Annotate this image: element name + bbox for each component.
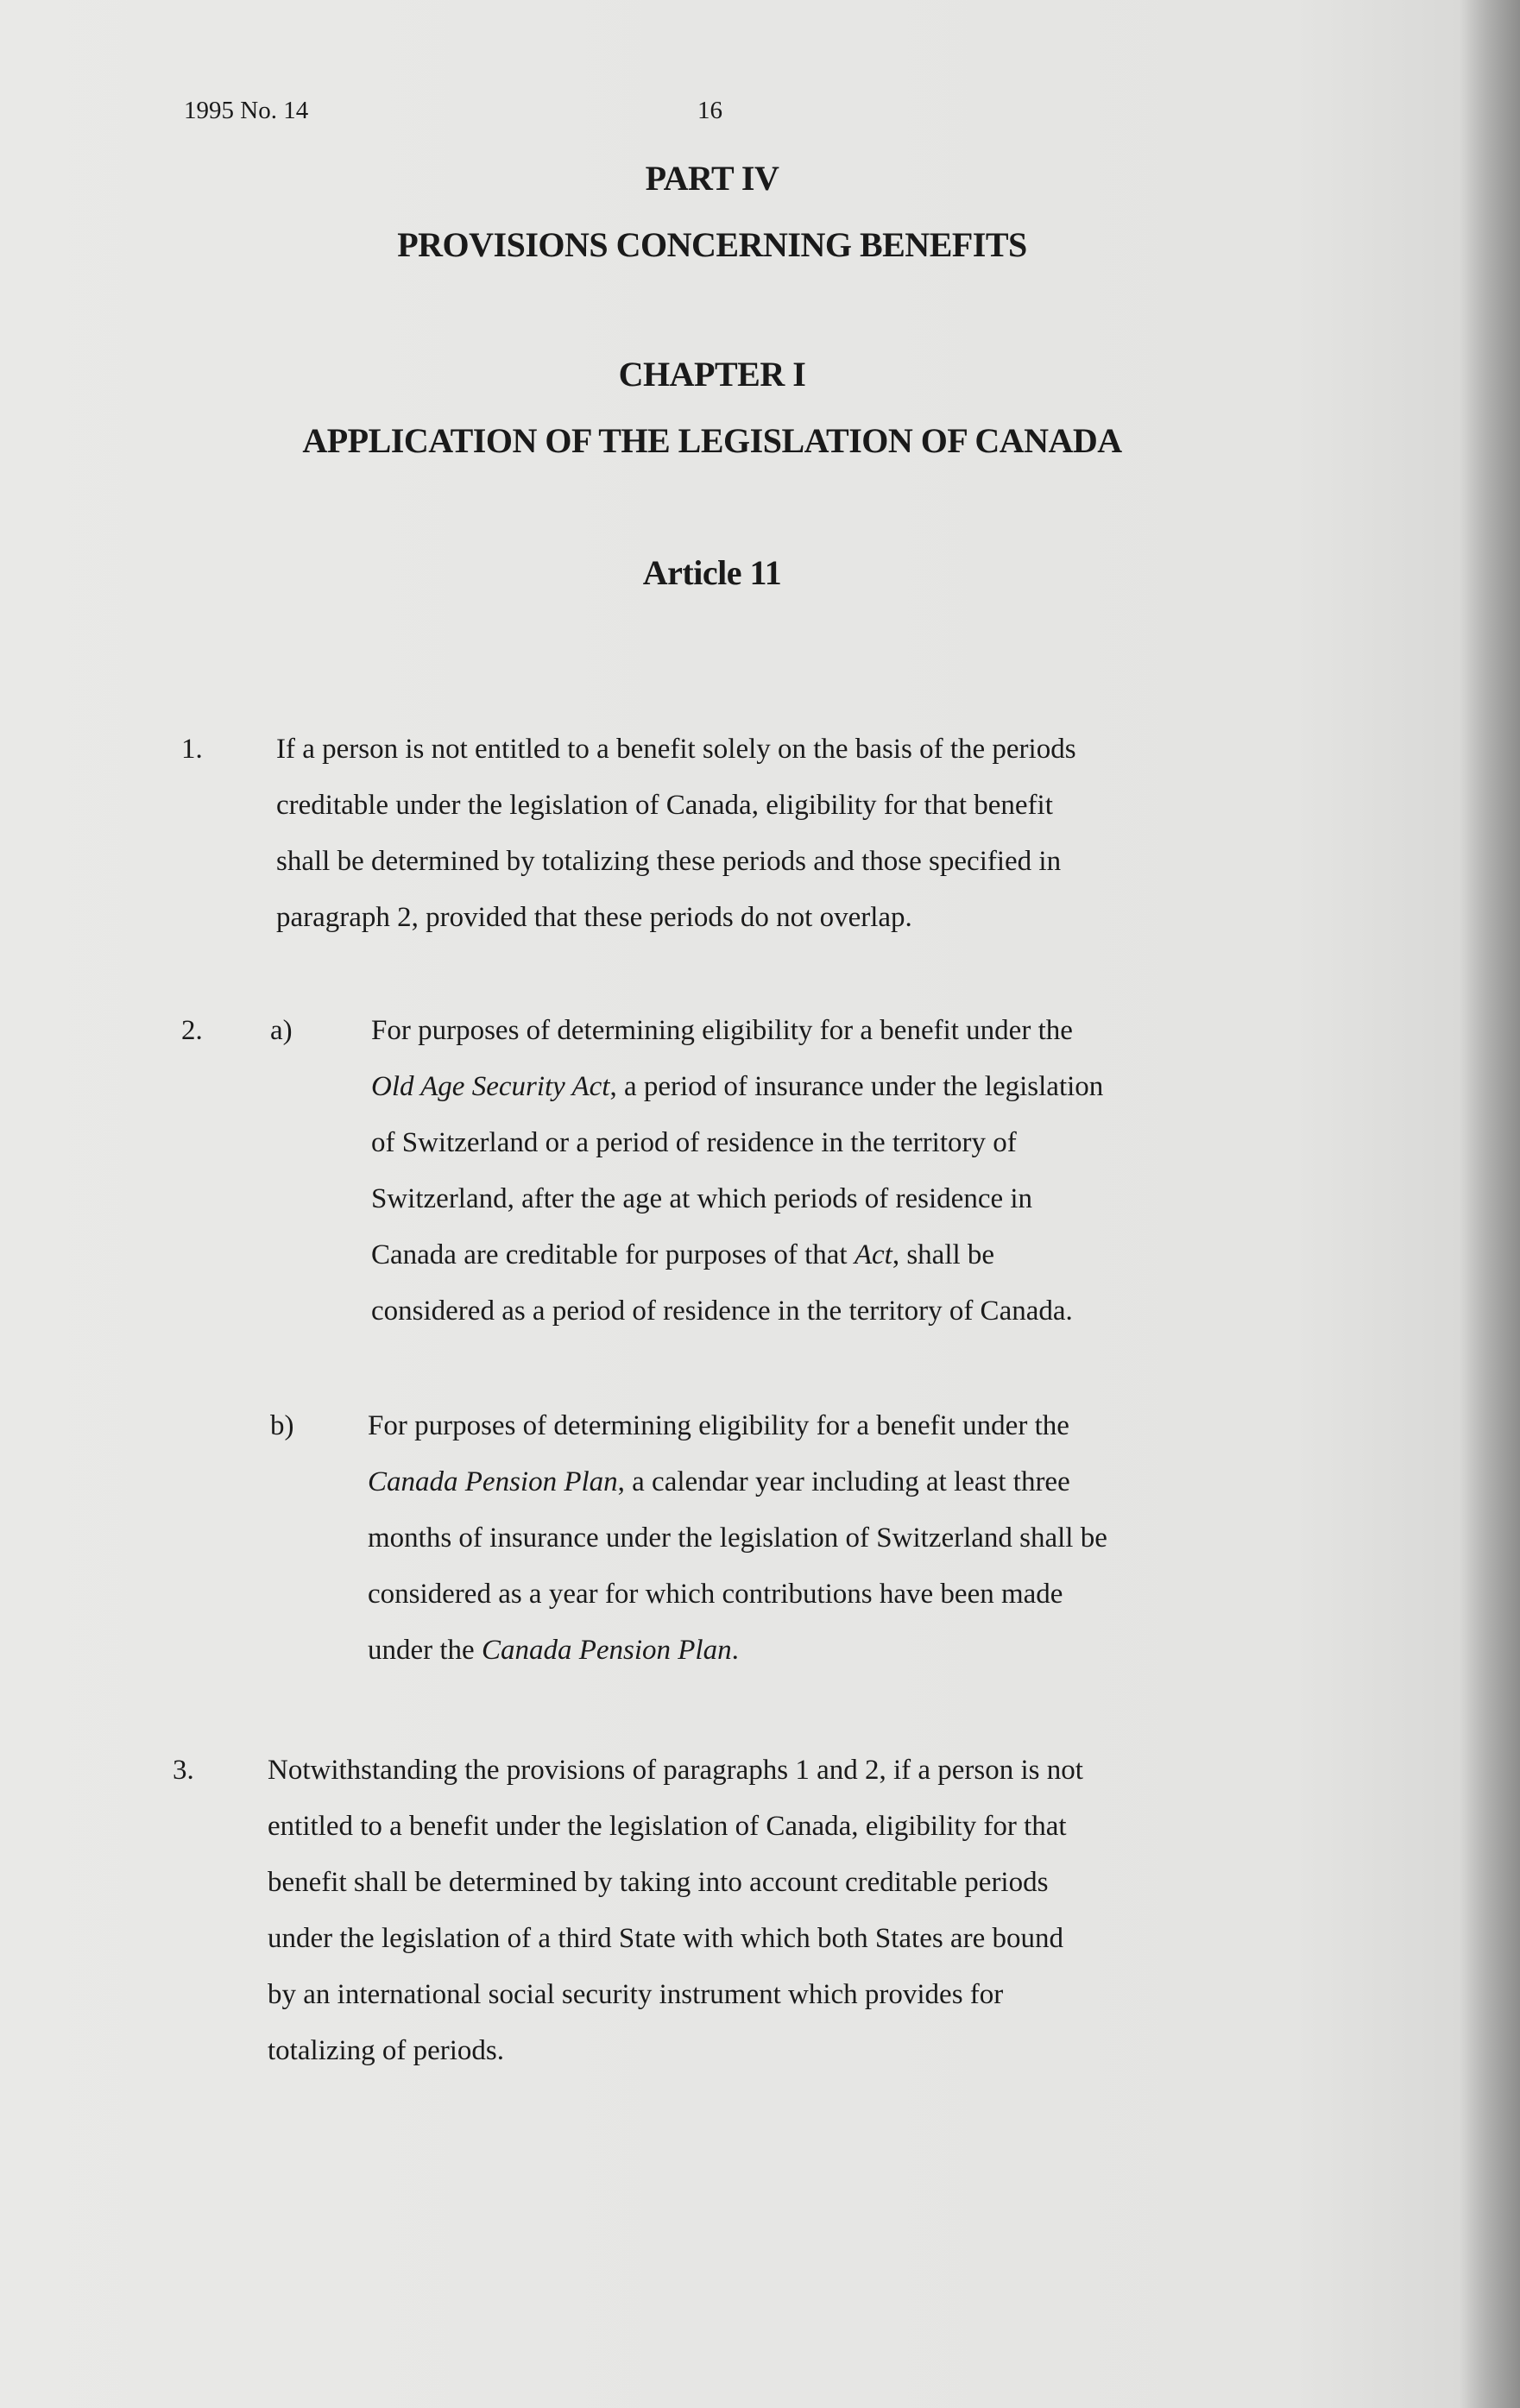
paragraph-1-line: paragraph 2, provided that these periods do not overlap. bbox=[276, 902, 912, 933]
page-edge-shadow bbox=[1460, 0, 1520, 2408]
chapter-title: CHAPTER I bbox=[618, 355, 806, 394]
paragraph-2a-line: Switzerland, after the age at which periods of residence in bbox=[371, 1183, 1033, 1214]
paragraph-2b-label: b) bbox=[270, 1410, 294, 1441]
part-title: PART IV bbox=[645, 159, 779, 198]
paragraph-2b-line: Canada Pension Plan, a calendar year including at least three bbox=[368, 1466, 1070, 1497]
article-title: Article 11 bbox=[642, 553, 782, 592]
paragraph-3-line: under the legislation of a third State with which both States are bound bbox=[268, 1923, 1063, 1954]
paragraph-1-number: 1. bbox=[181, 734, 203, 765]
paragraph-1-line: shall be determined by totalizing these periods and those specified in bbox=[276, 846, 1062, 877]
paragraph-2a-line: of Switzerland or a period of residence in the territory of bbox=[371, 1127, 1017, 1158]
paragraph-2-number: 2. bbox=[181, 1015, 203, 1046]
paragraph-2a-line: Old Age Security Act, a period of insurance under the legislation bbox=[371, 1071, 1104, 1102]
paragraph-2b-line: under the Canada Pension Plan. bbox=[368, 1635, 739, 1666]
act-title-canada-pension-plan: Canada Pension Plan bbox=[481, 1635, 732, 1666]
paragraph-1-line: If a person is not entitled to a benefit solely on the basis of the periods bbox=[276, 734, 1076, 765]
act-title-old-age-security: Old Age Security Act bbox=[371, 1071, 610, 1102]
paragraph-3-line: Notwithstanding the provisions of paragraphs 1 and 2, if a person is not bbox=[268, 1755, 1083, 1786]
document-reference: 1995 No. 14 bbox=[184, 97, 309, 124]
page-number: 16 bbox=[697, 97, 722, 124]
paragraph-2b-line: For purposes of determining eligibility for a benefit under the bbox=[368, 1410, 1069, 1441]
paragraph-2a-line: For purposes of determining eligibility for a benefit under the bbox=[371, 1015, 1073, 1046]
act-title-canada-pension-plan: Canada Pension Plan bbox=[368, 1466, 618, 1497]
part-subtitle: PROVISIONS CONCERNING BENEFITS bbox=[397, 225, 1027, 264]
paragraph-3-number: 3. bbox=[173, 1755, 194, 1786]
paragraph-2a-line: Canada are creditable for purposes of that Act, shall be bbox=[371, 1239, 995, 1270]
paragraph-2a-label: a) bbox=[270, 1015, 293, 1046]
paragraph-3-line: benefit shall be determined by taking into account creditable periods bbox=[268, 1867, 1049, 1898]
chapter-subtitle: APPLICATION OF THE LEGISLATION OF CANADA bbox=[302, 421, 1122, 460]
paragraph-2a-line: considered as a period of residence in the territory of Canada. bbox=[371, 1295, 1073, 1327]
paragraph-3-line: entitled to a benefit under the legislation of Canada, eligibility for that bbox=[268, 1811, 1067, 1842]
paragraph-1-line: creditable under the legislation of Canada, eligibility for that benefit bbox=[276, 790, 1053, 821]
paragraph-3-line: totalizing of periods. bbox=[268, 2035, 505, 2066]
paragraph-2b-line: months of insurance under the legislation of Switzerland shall be bbox=[368, 1522, 1107, 1554]
paragraph-3-line: by an international social security instrument which provides for bbox=[268, 1979, 1004, 2010]
paragraph-2b-line: considered as a year for which contributions have been made bbox=[368, 1579, 1063, 1610]
act-title-act: Act bbox=[854, 1239, 892, 1270]
